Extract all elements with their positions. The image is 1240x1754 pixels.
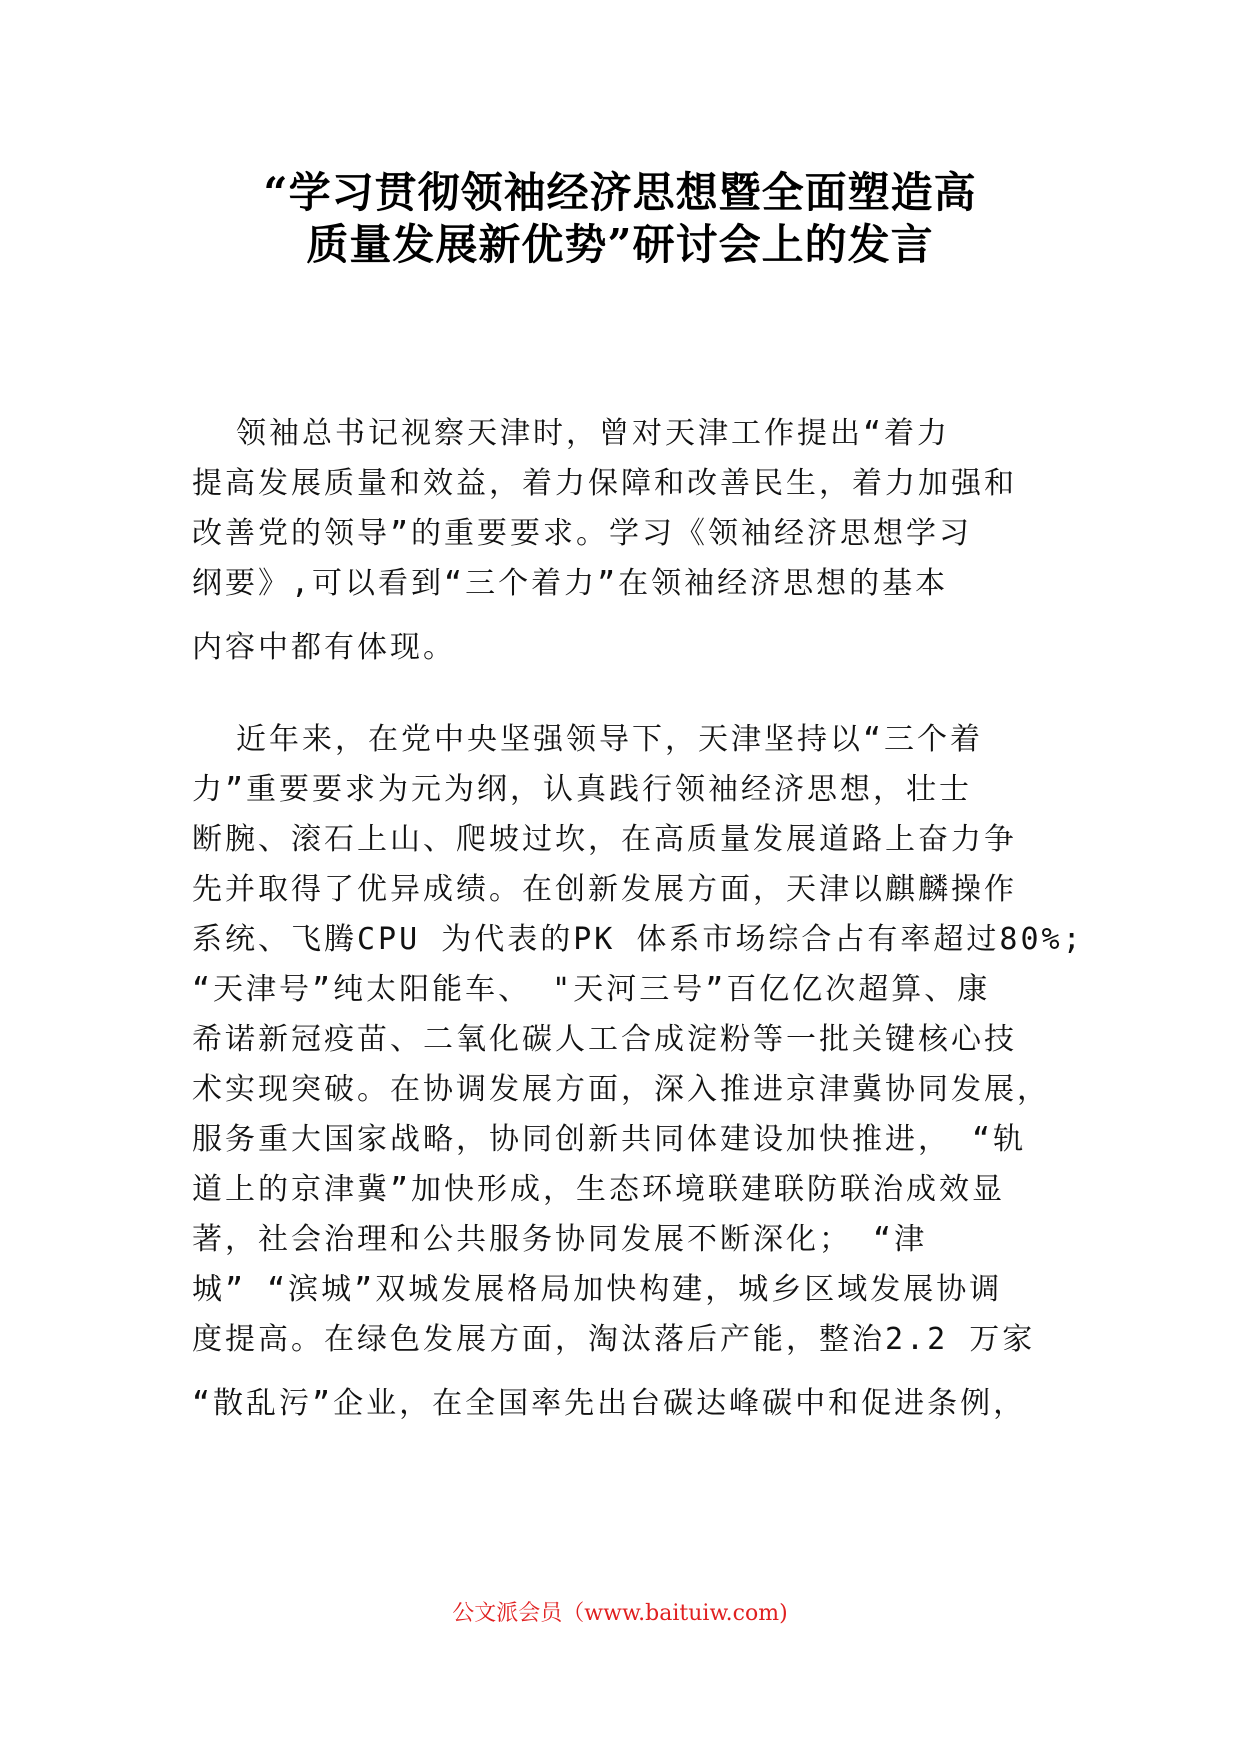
body-line: 近年来，在党中央坚强领导下，天津坚持以“三个着 bbox=[236, 722, 984, 757]
body-line: 纲要》,可以看到“三个着力”在领袖经济思想的基本 bbox=[192, 566, 949, 601]
document-title-line-2: 质量发展新优势”研讨会上的发言 bbox=[306, 220, 934, 269]
footer-watermark: 公文派会员（www.baituiw.com) bbox=[452, 1601, 788, 1626]
document-title-line-1: “学习贯彻领袖经济思想暨全面塑造高 bbox=[263, 168, 977, 217]
body-line: 领袖总书记视察天津时，曾对天津工作提出“着力 bbox=[236, 416, 951, 451]
body-line: 度提高。在绿色发展方面，淘汰落后产能，整治2.2 万家 bbox=[192, 1322, 1036, 1357]
body-line: 服务重大国家战略，协同创新共同体建设加快推进， “轨 bbox=[192, 1122, 1027, 1157]
body-line: 系统、飞腾CPU 为代表的PK 体系市场综合占有率超过80%; bbox=[192, 922, 1084, 957]
body-line: 著，社会治理和公共服务协同发展不断深化； “津 bbox=[192, 1222, 928, 1257]
body-line: 力”重要要求为元为纲，认真践行领袖经济思想，壮士 bbox=[192, 772, 973, 807]
body-line: 先并取得了优异成绩。在创新发展方面，天津以麒麟操作 bbox=[192, 872, 1017, 907]
body-line: “散乱污”企业，在全国率先出台碳达峰碳中和促进条例， bbox=[192, 1386, 1027, 1421]
body-line: 城” “滨城”双城发展格局加快构建，城乡区域发展协调 bbox=[192, 1272, 1003, 1307]
body-line: 断腕、滚石上山、爬坡过坎，在高质量发展道路上奋力争 bbox=[192, 822, 1017, 857]
body-line: 希诺新冠疫苗、二氧化碳人工合成淀粉等一批关键核心技 bbox=[192, 1022, 1017, 1057]
body-line: “天津号”纯太阳能车、 "天河三号”百亿亿次超算、康 bbox=[192, 972, 991, 1007]
body-line: 道上的京津冀”加快形成，生态环境联建联防联治成效显 bbox=[192, 1172, 1006, 1207]
body-line: 内容中都有体现。 bbox=[192, 630, 456, 665]
body-line: 提高发展质量和效益，着力保障和改善民生，着力加强和 bbox=[192, 466, 1017, 501]
body-line: 术实现突破。在协调发展方面，深入推进京津冀协同发展， bbox=[192, 1072, 1050, 1107]
body-line: 改善党的领导”的重要要求。学习《领袖经济思想学习 bbox=[192, 516, 973, 551]
